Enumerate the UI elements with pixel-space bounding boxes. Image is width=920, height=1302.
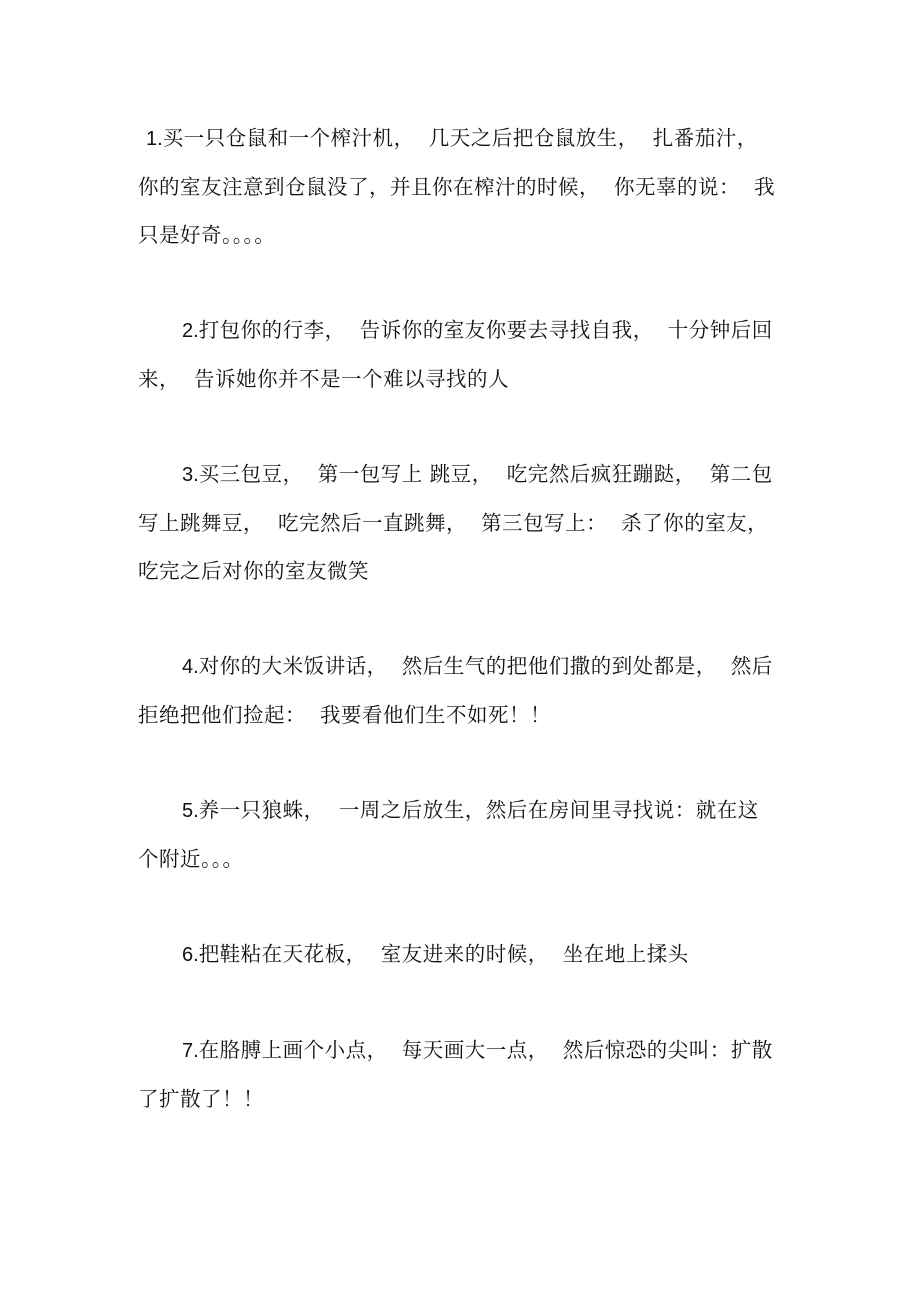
item-5-line-1-text: 养一只狼蛛， 一周之后放生，然后在房间里寻找说：就在这 xyxy=(198,798,759,822)
list-item-7 xyxy=(138,1026,790,1123)
item-2-number: 2. xyxy=(182,320,199,342)
item-4-line-1 xyxy=(138,642,790,691)
item-7-line-1 xyxy=(138,1026,790,1075)
item-5-number: 5. xyxy=(182,800,199,822)
list-item-6 xyxy=(138,930,790,979)
item-5-line-1 xyxy=(138,786,790,835)
list-item-1 xyxy=(138,114,790,259)
item-3-line-2: 写上跳舞豆， 吃完然后一直跳舞， 第三包写上： 杀了你的室友， xyxy=(138,511,769,535)
item-4-number: 4. xyxy=(182,656,199,678)
item-3-line-1 xyxy=(138,450,790,499)
item-1-line-1 xyxy=(138,114,790,163)
item-1-line-1-text: 买一只仓鼠和一个榨汁机， 几天之后把仓鼠放生， 扎番茄汁， xyxy=(162,126,758,150)
item-4-line-2: 拒绝把他们捡起： 我要看他们生不如死！！ xyxy=(138,703,552,727)
item-7-number: 7. xyxy=(182,1040,199,1062)
item-3-line-3: 吃完之后对你的室友微笑 xyxy=(138,559,369,583)
item-5-line-2: 个附近。。。 xyxy=(138,847,244,871)
item-4-line-1-text: 对你的大米饭讲话， 然后生气的把他们撒的到处都是， 然后 xyxy=(198,654,773,678)
list-item-3 xyxy=(138,450,790,595)
item-7-line-2: 了扩散了！！ xyxy=(138,1087,264,1111)
item-1-line-2: 你的室友注意到仓鼠没了，并且你在榨汁的时候， 你无辜的说： 我 xyxy=(138,175,776,199)
list-item-5 xyxy=(138,786,790,883)
list-item-4 xyxy=(138,642,790,739)
item-3-number: 3. xyxy=(182,464,199,486)
item-6-line-1-text: 把鞋粘在天花板， 室友进来的时候， 坐在地上揉头 xyxy=(198,942,689,966)
item-2-line-1-text: 打包你的行李， 告诉你的室友你要去寻找自我， 十分钟后回 xyxy=(198,318,773,342)
item-3-line-1-text: 买三包豆， 第一包写上 跳豆， 吃完然后疯狂蹦跶， 第二包 xyxy=(198,462,773,486)
item-6-line-1 xyxy=(138,930,790,979)
item-2-line-2: 来， 告诉她你并不是一个难以寻找的人 xyxy=(138,367,510,391)
list-item-2 xyxy=(138,306,790,403)
item-1-number: 1. xyxy=(146,128,163,150)
item-1-line-3: 只是好奇。。。。 xyxy=(138,223,276,247)
item-7-line-1-text: 在胳膊上画个小点， 每天画大一点， 然后惊恐的尖叫：扩散 xyxy=(198,1038,773,1062)
item-6-number: 6. xyxy=(182,944,199,966)
item-2-line-1 xyxy=(138,306,790,355)
